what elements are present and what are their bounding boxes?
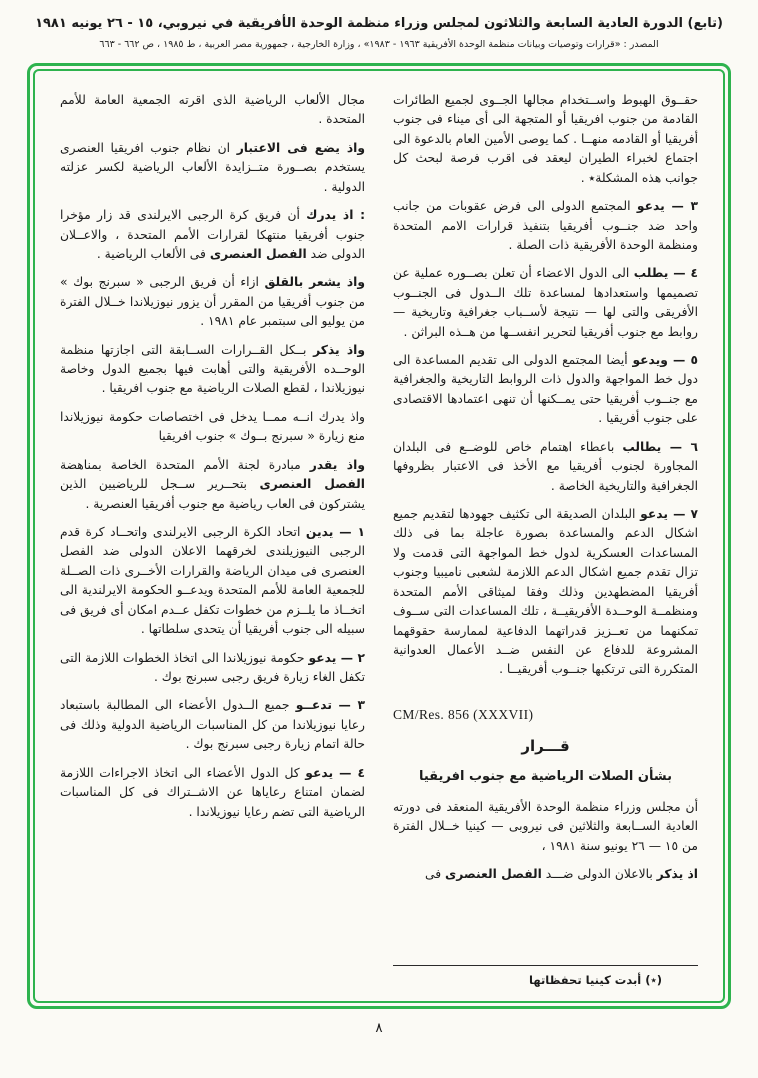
paragraph: حقــوق الهبوط واســتخدام مجالها الجــوى لجميع الطائرات القادمة من جنوب افريقيا أو المتجهة الى أى ميناء فى جنوب أفريقيا أو القادمه منهــا . كما يوصى الأمين العام بالدعوة الى اجتماع لخبراء الطيران ليعقد فى اقرب فرصة لبحث كل جوانب هذه المشكلة٭ .	[393, 93, 698, 185]
paragraph: ٦ — يطالب باعطاء اهتمام خاص للوضــع فى البلدان المجاورة لجنوب أفريقيا مع الأخذ فى الاعتبار بظروفها الجغرافية والتاريخية الخاصة .	[393, 439, 698, 493]
green-frame	[27, 63, 731, 1009]
content-columns	[60, 91, 698, 989]
resolution-opening-line: اذ يذكر بالاعلان الدولى ضـــد الفصل العنصرى فى	[424, 867, 698, 882]
paragraph: واذ يذكر بــكل القــرارات الســابقة التى اجازتها منظمة الوحــده الأفريقية والتى أهابت فيها بجميع الدول وخاصة نيوزيلاندا ، لقطع الصلات الرياضية مع جنوب افريقيا .	[60, 342, 365, 396]
right-column	[393, 91, 698, 989]
paragraph: : اذ يدرك أن فريق كرة الرجبى الايرلندى قد زار مؤخرا جنوب أفريقيا منتهكا لقرارات الأمم المتحدة ، والاعــلان الدولى ضد الفصل العنصرى فى الألعاب الرياضية .	[60, 208, 365, 261]
paragraph: ٧ — يدعو البلدان الصديقة الى تكثيف جهودها لتقديم جميع اشكال الدعم والمساعدة بصورة عاجلة بما فى ذلك المساعدات العسكرية لدول خط المواجهة التى قدمت ولا تزال تقدم جميع اشكال الدعم اللازمة لشعبى ناميبيا وجنوب أفريقيا المضطهدين وذلك وفقا لميثاقى الأمم المتحدة ومنظمــة الوحــدة الأفريقيــة ، تلك المساعدات التى ســوف تمكنهما من تعــزيز قدراتهما الدفاعية لممارسة حقوقهما المشروعة للدفاع عن النفس ضــد الأعمال العدوانية المتكررة التى ترتكبها جنــوب أفريقيــا .	[393, 507, 698, 677]
paragraph: ١ — يدين اتحاد الكرة الرجبى الايرلندى واتحــاد كرة قدم الرجبى النيوزيلندى لخرقهما الاعلان الدولى ضد الفصل العنصرى فى ميدان الرياضة والقرارات الأخــرى ذات الصــلة للجمعية العامة للأمم المتحدة ويدعــو الحكومة الايرلندية الى اتخــاذ ما يلــزم من خطوات تكفل عــدم امكان أى فريق فى سبيله الى جنوب أفريقيا أن يتحدى سلطاتها .	[60, 525, 365, 637]
resolution-heading: قـــرار	[521, 736, 570, 755]
paragraph: واذ يشعر بالقلق ازاء أن فريق الرجبى « سبرنج بوك » من جنوب أفريقيا من المقرر أن يزور نيوزيلاندا خــلال الفترة من يوليو الى سبتمبر عام ١٩٨١ .	[60, 275, 365, 329]
paragraph: ٣ — تدعــو جميع الــدول الأعضاء الى المطالبة باستبعاد رعايا نيوزيلاندا من كل المناسبات الرياضية الدولية وذلك فى حالة اتمام زيارة رجبى سبرنج بوك .	[60, 698, 365, 752]
paragraph: ٤ — يدعو كل الدول الأعضاء الى اتخاذ الاجراءات اللازمة لضمان امتناع رعاياها عن الاشــتراك فى كل المناسبات الرياضية التى تضم رعايا نيوزيلاندا .	[60, 765, 365, 819]
paragraph: ٢ — يدعو حكومة نيوزيلاندا الى اتخاذ الخطوات اللازمة التى تكفل الغاء زيارة فريق رجبى سبرنج بوك .	[60, 650, 365, 684]
page-header	[14, 16, 744, 50]
paragraph: ٥ — ويدعو أيضا المجتمع الدولى الى تقديم المساعدة الى دول خط المواجهة والدول ذات الروابط التاريخية والجغرافية مع جنــوب أفريقيا حتى يمــكنها أن تنهى اعتمادها الاقتصادى على جنوب أفريقيا .	[393, 353, 698, 426]
paragraph: مجال الألعاب الرياضية الذى اقرته الجمعية العامة للأمم المتحدة .	[60, 93, 365, 127]
resolution-preamble: أن مجلس وزراء منظمة الوحدة الأفريقية المنعقد فى دورته العادية الســابعة والثلاثين فى نيروبى — كينيا خــلال الفترة من ١٥ — ٢٦ يونيو سنة ١٩٨١ ،	[393, 799, 698, 853]
footnote-text: (٭) أبدت كينيا تحفظاتها	[529, 973, 662, 987]
document-title: (تابع) الدورة العادية السابعة والثلاثون لمجلس وزراء منظمة الوحدة الأفريقية في نيروبي، ١٥ - ٢٦ يونيه ١٩٨١	[35, 16, 723, 31]
resolution-subject: بشأن الصلات الرياضية مع جنوب افريقيا	[418, 768, 673, 784]
footnote	[393, 965, 698, 989]
paragraph: واذ يدرك انــه ممــا يدخل فى اختصاصات حكومة نيوزيلاندا منع زيارة « سبرنج بــوك » جنوب افريقيا	[60, 409, 365, 444]
page-number: ٨	[375, 1020, 383, 1036]
resolution-reference: CM/Res. 856 (XXXVII)	[393, 706, 534, 722]
source-line: المصدر : «قرارات وتوصيات وبيانات منظمة الوحدة الأفريقية ١٩٦٣ - ١٩٨٣» ، وزارة الخارجية ، جمهورية مصر العربية ، ط ١٩٨٥ ، ص ٦٦٢ - ٦٦٣	[99, 39, 659, 50]
left-column	[60, 91, 365, 989]
paragraph: واذ يقدر مبادرة لجنة الأمم المتحدة الخاصة بمناهضة الفصل العنصرى بتحــرير ســجل للرياضيين الذين يشتركون فى العاب رياضية مع جنوب أفريقيا العنصرية .	[60, 457, 365, 511]
paragraph: ٣ — يدعو المجتمع الدولى الى فرض عقوبات من جانب واحد ضد جنــوب أفريقيا بتنفيذ قرارات الامم المتحدة ومنظمة الوحدة الأفريقية ذات الصلة .	[393, 199, 698, 252]
paragraph: واذ يضع فى الاعتبار ان نظام جنوب افريقيا العنصرى يستخدم بصــورة متــزايدة الألعاب الرياضية لكسر عزلته الدولية .	[60, 140, 365, 194]
paragraph: ٤ — يطلب الى الدول الاعضاء أن تعلن بصــوره عملية عن تصميمها واستعدادها لمساعدة تلك الــدول فى الجنــوب الأفريقى والتى لها — نتيجة لأســباب جغرافية وتاريخية — روابط مع جنوب أفريقيا لتحرير انفســها من هــذه البراثن .	[393, 266, 698, 339]
green-frame-inner	[33, 69, 725, 1003]
